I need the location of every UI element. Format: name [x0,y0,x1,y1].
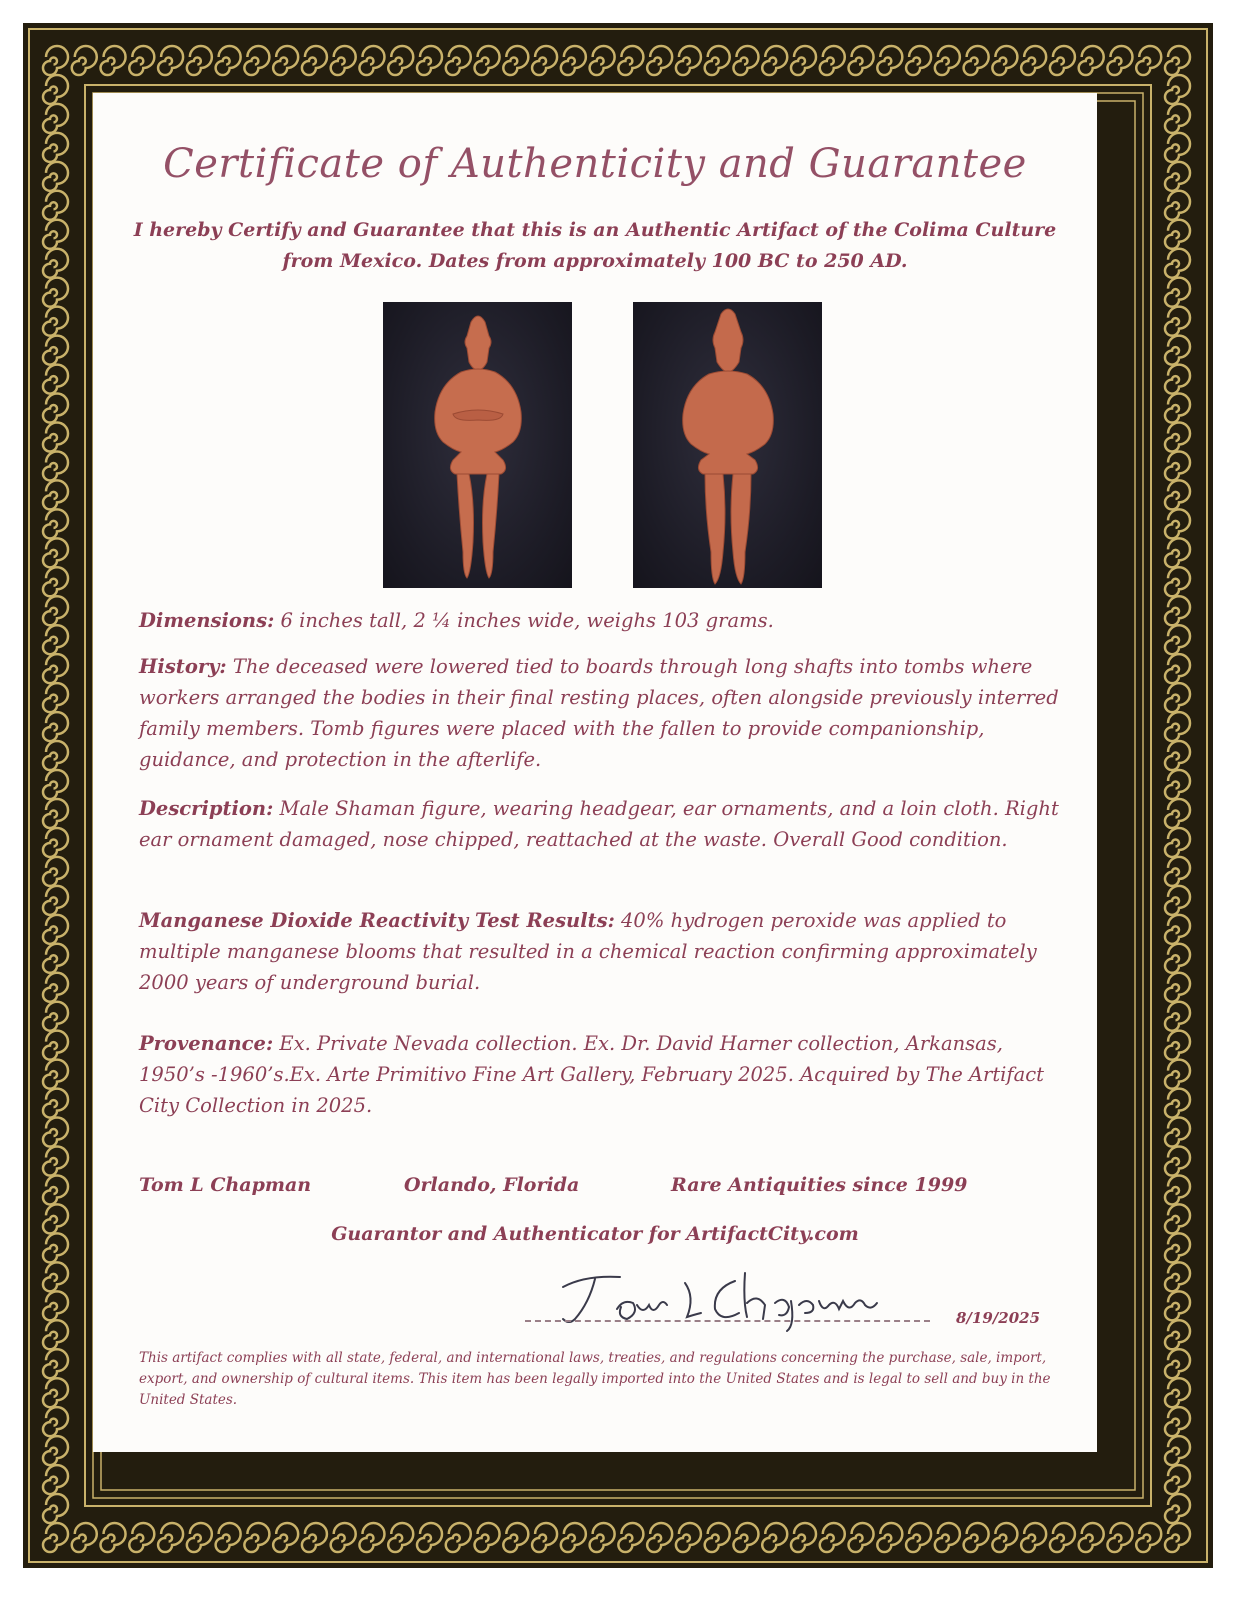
provenance-section [139,1028,1069,1121]
signature-date: 8/19/2025 [956,1309,1041,1327]
provenance-label: Provenance: [139,1032,274,1055]
legal-disclaimer: This artifact complies with all state, federal, and international laws, treaties, and regulations concerning the purchase, sale, import, export, and ownership of cultural items. This item has been legally imported into the United States and is legal to sell and buy in the United States. [139,1350,1051,1408]
artifact-photo-back [633,302,822,588]
description-section [139,793,1069,855]
dimensions-label: Dimensions: [139,609,275,632]
history-text: The deceased were lowered tied to boards through long shafts into tombs where workers arranged the bodies in their final resting places, often alongside previously interred family members. Tomb figures were placed with the fallen to provide companionship, guidance, and protection in the afterlife. [139,655,1059,771]
signatory-name: Tom L Chapman [139,1174,312,1196]
manganese-test-section [139,905,1069,998]
certification-statement: I hereby Certify and Guarantee that this is an Authentic Artifact of the Colima Culture from Mexico. Dates from approximately 100 BC to 250 AD. [133,219,1057,272]
history-section [139,651,1069,775]
manganese-test-label: Manganese Dioxide Reactivity Test Results: [139,909,615,932]
signatory-location: Orlando, Florida [404,1174,580,1196]
certificate-page [93,93,1097,1452]
provenance-text: Ex. Private Nevada collection. Ex. Dr. David Harner collection, Arkansas, 1950’s -1960’s.Ex. Arte Primitivo Fine Art Gallery, February 2025. Acquired by The Artifact City Collection in 2025. [139,1032,1045,1117]
figure-back-image [633,302,822,588]
signature-line [525,1320,930,1322]
history-label: History: [139,655,227,678]
description-label: Description: [139,797,274,820]
description-text: Male Shaman figure, wearing headgear, ear ornaments, and a loin cloth. Right ear ornament damaged, nose chipped, reattached at the waste. Overall Good condition. [139,797,1059,851]
signatory-role: Guarantor and Authenticator for ArtifactCity.com [331,1223,859,1245]
dimensions-text: 6 inches tall, 2 ¼ inches wide, weighs 103 grams. [274,609,774,632]
dimensions-section [139,605,1069,636]
artifact-photo-front [383,302,572,588]
certificate-title: Certificate of Authenticity and Guarantee [163,141,1027,187]
manganese-test-text: 40% hydrogen peroxide was applied to multiple manganese blooms that resulted in a chemical reaction confirming approximately 2000 years of underground burial. [139,909,1037,994]
signatory-tagline: Rare Antiquities since 1999 [671,1174,968,1196]
figure-front-image [383,302,572,588]
